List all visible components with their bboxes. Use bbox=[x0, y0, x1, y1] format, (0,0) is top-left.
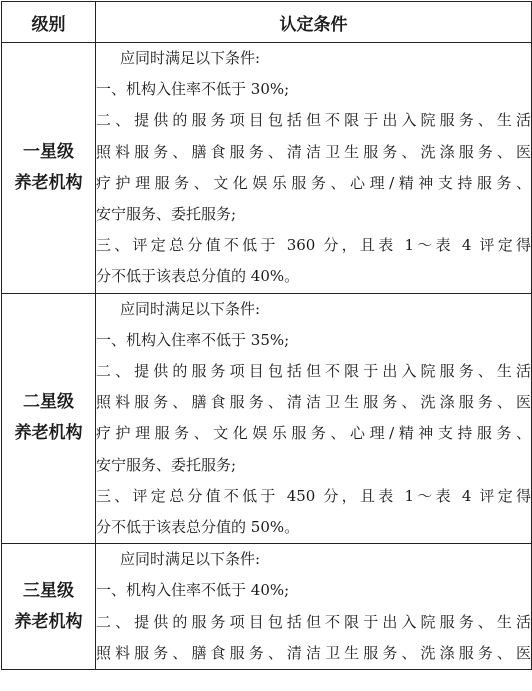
condition-line: 三、评定总分值不低于 450 分，且表 1～表 4 评定得 bbox=[96, 486, 531, 505]
condition-line: 一、机构入住率不低于 40%; bbox=[96, 581, 290, 600]
condition-line: 疗护理服务、文化娱乐服务、心理/精神支持服务、 bbox=[96, 173, 531, 192]
condition-line: 二、提供的服务项目包括但不限于出入院服务、生活 bbox=[96, 111, 531, 130]
table-row bbox=[2, 293, 532, 544]
level-name: 二星级 bbox=[23, 392, 74, 413]
condition-line: 安宁服务、委托服务; bbox=[96, 205, 237, 224]
condition-line: 分不低于该表总分值的 50%。 bbox=[96, 518, 300, 537]
conditions-cell bbox=[96, 43, 532, 294]
table-header-row bbox=[2, 2, 532, 43]
conditions-cell bbox=[96, 293, 532, 544]
certification-criteria-table bbox=[1, 1, 532, 670]
table-row bbox=[2, 43, 532, 294]
level-type: 养老机构 bbox=[14, 423, 83, 444]
condition-line: 一、机构入住率不低于 30%; bbox=[96, 80, 290, 99]
header-conditions: 认定条件 bbox=[96, 2, 532, 43]
condition-line: 照料服务、膳食服务、清洁卫生服务、洗涤服务、医 bbox=[96, 142, 531, 161]
level-cell bbox=[2, 43, 96, 294]
condition-line: 照料服务、膳食服务、清洁卫生服务、洗涤服务、医 bbox=[96, 393, 531, 412]
condition-line: 二、提供的服务项目包括但不限于出入院服务、生活 bbox=[96, 612, 531, 631]
condition-line: 三、评定总分值不低于 360 分，且表 1～表 4 评定得 bbox=[96, 236, 531, 255]
condition-intro: 应同时满足以下条件: bbox=[120, 550, 261, 569]
table-row bbox=[2, 544, 532, 670]
level-name: 三星级 bbox=[23, 580, 74, 601]
level-name: 一星级 bbox=[23, 141, 74, 162]
level-type: 养老机构 bbox=[14, 172, 83, 193]
condition-line: 疗护理服务、文化娱乐服务、心理/精神支持服务、 bbox=[96, 424, 531, 443]
condition-line: 安宁服务、委托服务; bbox=[96, 455, 237, 474]
level-cell bbox=[2, 544, 96, 670]
condition-intro: 应同时满足以下条件: bbox=[120, 299, 261, 318]
header-level: 级别 bbox=[2, 2, 96, 43]
condition-line: 分不低于该表总分值的 40%。 bbox=[96, 267, 300, 286]
conditions-cell bbox=[96, 544, 532, 670]
condition-line: 一、机构入住率不低于 35%; bbox=[96, 330, 290, 349]
condition-intro: 应同时满足以下条件: bbox=[120, 49, 261, 67]
level-type: 养老机构 bbox=[14, 611, 83, 632]
level-cell bbox=[2, 293, 96, 544]
condition-line: 二、提供的服务项目包括但不限于出入院服务、生活 bbox=[96, 362, 531, 381]
condition-line: 照料服务、膳食服务、清洁卫生服务、洗涤服务、医 bbox=[96, 643, 531, 662]
